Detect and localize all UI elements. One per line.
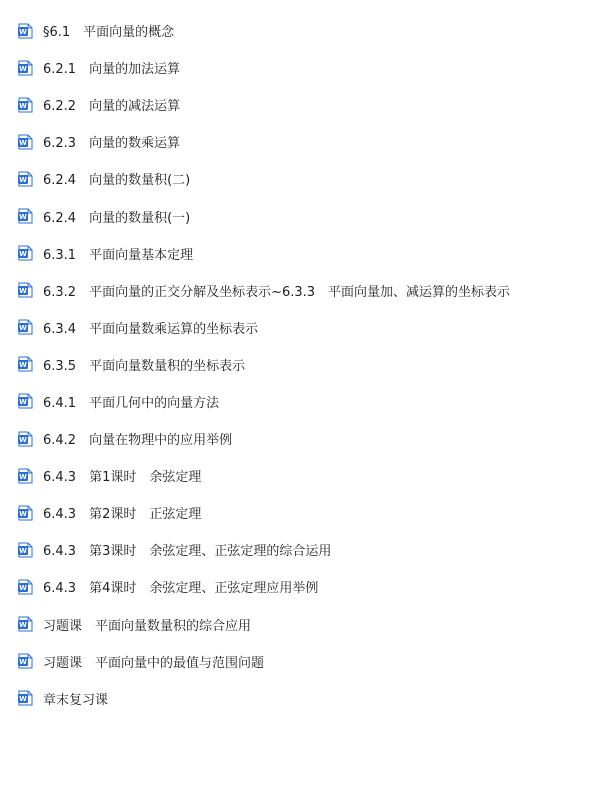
svg-text:W: W: [19, 695, 27, 704]
word-doc-icon: [18, 468, 33, 484]
file-name: 6.4.2 向量在物理中的应用举例: [43, 433, 233, 449]
file-list-item[interactable]: [18, 309, 603, 346]
word-doc-icon: [18, 208, 33, 224]
file-list-item[interactable]: [18, 346, 603, 383]
file-name: 6.2.3 向量的数乘运算: [43, 136, 181, 152]
svg-text:W: W: [19, 547, 27, 556]
file-name: 6.4.3 第1课时 余弦定理: [43, 470, 202, 486]
svg-text:W: W: [19, 213, 27, 222]
word-doc-icon: [18, 134, 33, 150]
svg-text:W: W: [19, 176, 27, 185]
word-doc-icon: [18, 171, 33, 187]
file-name: 章末复习课: [43, 692, 109, 708]
svg-text:W: W: [19, 658, 27, 667]
file-list-item[interactable]: [18, 160, 603, 197]
word-doc-icon: [18, 60, 33, 76]
file-list-item[interactable]: [18, 86, 603, 123]
file-name: 6.4.1 平面几何中的向量方法: [43, 395, 220, 411]
file-name: 6.4.3 第4课时 余弦定理、正弦定理应用举例: [43, 581, 319, 597]
svg-text:W: W: [19, 435, 27, 444]
file-name: 习题课 平面向量数量积的综合应用: [43, 618, 252, 634]
word-doc-icon: [18, 431, 33, 447]
svg-text:W: W: [19, 324, 27, 333]
word-doc-icon: [18, 542, 33, 558]
file-name: 6.3.5 平面向量数量积的坐标表示: [43, 358, 246, 374]
file-name: 6.3.2 平面向量的正交分解及坐标表示~6.3.3 平面向量加、减运算的坐标表示: [43, 284, 511, 300]
file-list-item[interactable]: [18, 420, 603, 457]
file-list-item[interactable]: [18, 235, 603, 272]
file-list-item[interactable]: [18, 272, 603, 309]
svg-text:W: W: [19, 27, 27, 36]
file-name: 6.4.3 第3课时 余弦定理、正弦定理的综合运用: [43, 544, 332, 560]
word-doc-icon: [18, 356, 33, 372]
file-name: §6.1 平面向量的概念: [43, 25, 175, 41]
svg-text:W: W: [19, 101, 27, 110]
file-list-item[interactable]: [18, 457, 603, 494]
file-name: 6.2.1 向量的加法运算: [43, 62, 181, 78]
file-name: 6.2.2 向量的减法运算: [43, 99, 181, 115]
file-list-item[interactable]: [18, 531, 603, 568]
svg-text:W: W: [19, 64, 27, 73]
file-list-item[interactable]: [18, 568, 603, 605]
file-list-item[interactable]: [18, 197, 603, 234]
word-doc-icon: [18, 23, 33, 39]
svg-text:W: W: [19, 398, 27, 407]
word-doc-icon: [18, 616, 33, 632]
file-name: 习题课 平面向量中的最值与范围问题: [43, 655, 265, 671]
word-doc-icon: [18, 653, 33, 669]
svg-text:W: W: [19, 287, 27, 296]
svg-text:W: W: [19, 250, 27, 259]
word-doc-icon: [18, 97, 33, 113]
file-name: 6.2.4 向量的数量积(一): [43, 210, 191, 226]
word-doc-icon: [18, 505, 33, 521]
svg-text:W: W: [19, 139, 27, 148]
file-list-item[interactable]: [18, 49, 603, 86]
file-list-item[interactable]: [18, 606, 603, 643]
word-doc-icon: [18, 319, 33, 335]
file-list-item[interactable]: [18, 383, 603, 420]
svg-text:W: W: [19, 472, 27, 481]
file-list-item[interactable]: [18, 12, 603, 49]
svg-text:W: W: [19, 584, 27, 593]
file-name: 6.3.1 平面向量基本定理: [43, 247, 194, 263]
svg-text:W: W: [19, 621, 27, 630]
file-list: [18, 12, 603, 717]
file-list-item[interactable]: [18, 494, 603, 531]
svg-text:W: W: [19, 361, 27, 370]
word-doc-icon: [18, 245, 33, 261]
file-list-item[interactable]: [18, 123, 603, 160]
file-name: 6.3.4 平面向量数乘运算的坐标表示: [43, 321, 259, 337]
file-list-item[interactable]: [18, 680, 603, 717]
svg-text:W: W: [19, 509, 27, 518]
word-doc-icon: [18, 690, 33, 706]
file-name: 6.2.4 向量的数量积(二): [43, 173, 191, 189]
word-doc-icon: [18, 393, 33, 409]
word-doc-icon: [18, 282, 33, 298]
file-list-item[interactable]: [18, 643, 603, 680]
file-name: 6.4.3 第2课时 正弦定理: [43, 507, 202, 523]
word-doc-icon: [18, 579, 33, 595]
